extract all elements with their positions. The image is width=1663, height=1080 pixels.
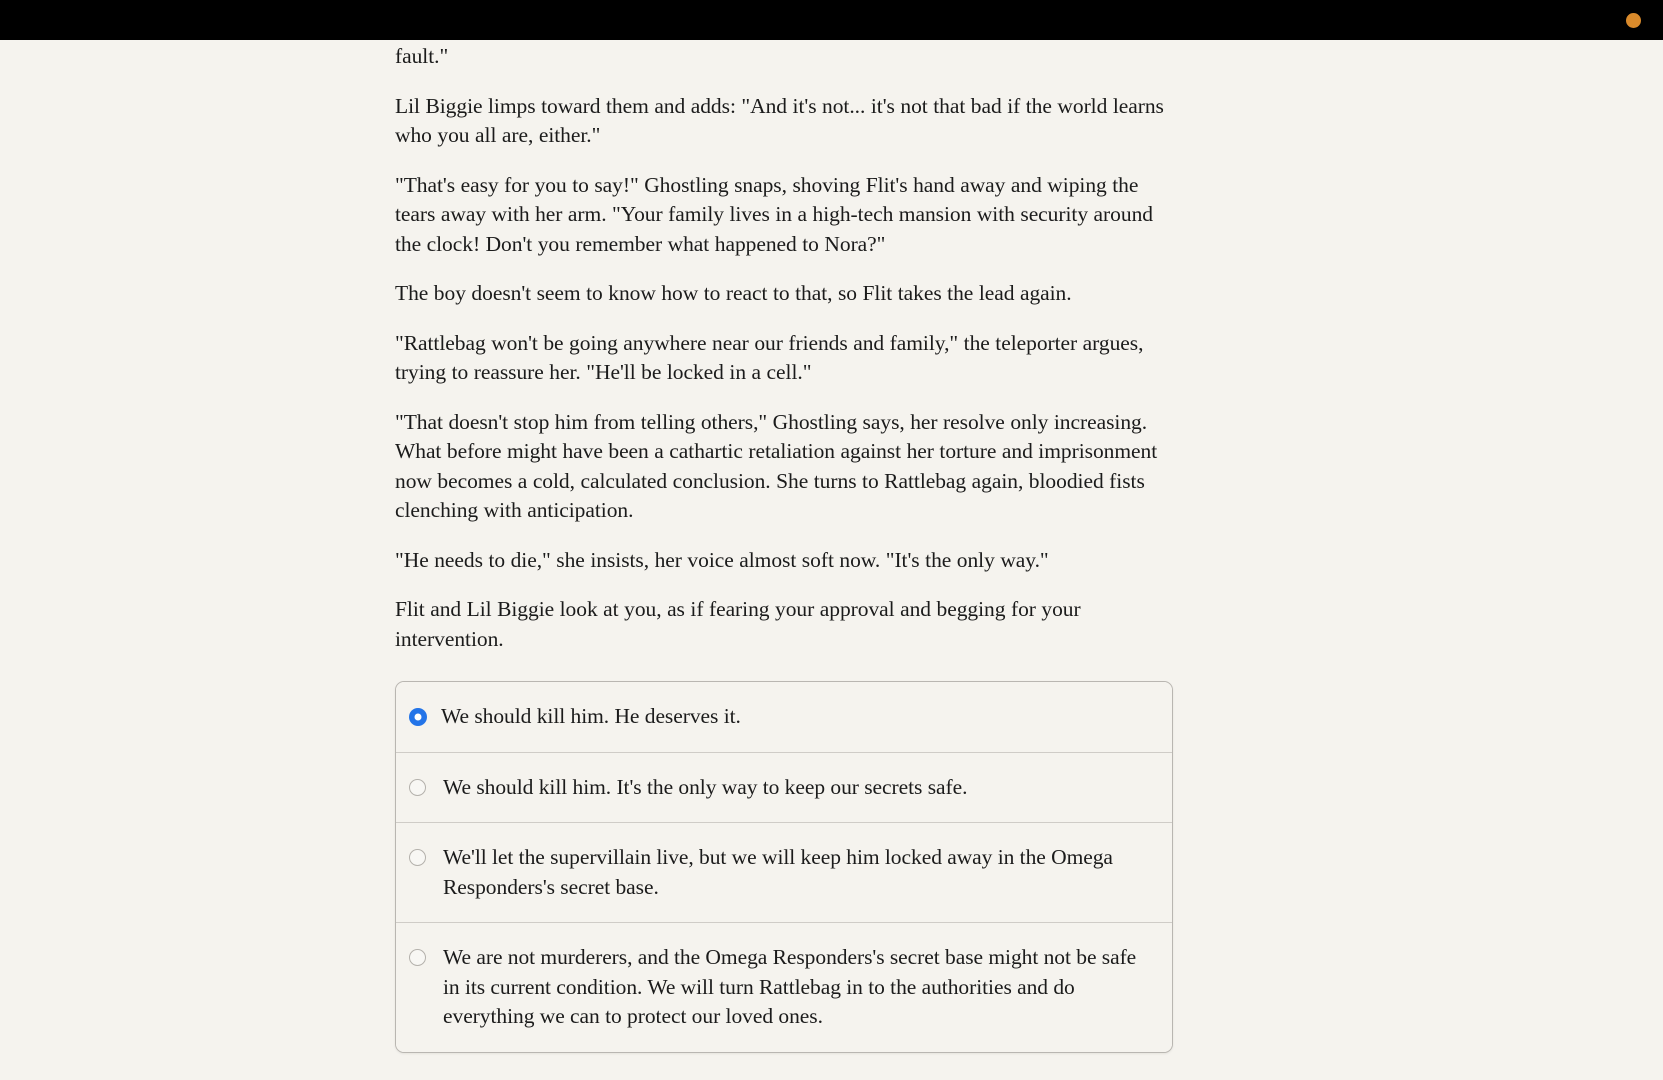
choice-list xyxy=(395,681,1173,1053)
radio-button-icon[interactable] xyxy=(409,849,426,866)
browser-top-bar xyxy=(0,0,1663,40)
story-paragraph: Lil Biggie limps toward them and adds: "And it's not... it's not that bad if the world learns who you all are, either." xyxy=(395,93,1164,147)
story-paragraph: Flit and Lil Biggie look at you, as if fearing your approval and begging for your intervention. xyxy=(395,597,1081,651)
story-page-scroll-area[interactable] xyxy=(0,40,1663,1080)
story-paragraph: "Rattlebag won't be going anywhere near our friends and family," the teleporter argues, trying to reassure her. "He'll be locked in a cell." xyxy=(395,330,1144,384)
radio-button-selected-icon[interactable] xyxy=(409,708,427,726)
choice-option-label: We should kill him. He deserves it. xyxy=(441,704,741,728)
choice-option-label: We'll let the supervillain live, but we will keep him locked away in the Omega Responders's secret base. xyxy=(443,845,1113,899)
radio-button-icon[interactable] xyxy=(409,949,426,966)
story-paragraph: "That doesn't stop him from telling others," Ghostling says, her resolve only increasing. What before might have been a cathartic retaliation against her torture and imprisonment now becomes a cold, calculated conclusion. She turns to Rattlebag again, bloodied fists clenching with anticipation. xyxy=(395,409,1158,522)
orange-status-dot[interactable] xyxy=(1626,13,1641,28)
story-paragraph: The boy doesn't seem to know how to react to that, so Flit takes the lead again. xyxy=(395,281,1072,305)
story-paragraph: fault." xyxy=(395,44,449,68)
radio-button-icon[interactable] xyxy=(409,779,426,796)
story-paragraph: "That's easy for you to say!" Ghostling snaps, shoving Flit's hand away and wiping the tears away with her arm. "Your family lives in a high-tech mansion with security around the clock! Don't you remember what happened to Nora?" xyxy=(395,172,1153,256)
choice-option-1[interactable] xyxy=(396,682,1172,753)
choice-option-label: We are not murderers, and the Omega Responders's secret base might not be safe in its current condition. We will turn Rattlebag in to the authorities and do everything we can to protect our loved ones. xyxy=(443,945,1137,1028)
choice-option-2[interactable] xyxy=(396,753,1172,824)
choice-option-label: We should kill him. It's the only way to keep our secrets safe. xyxy=(443,774,968,799)
story-paragraph: "He needs to die," she insists, her voice almost soft now. "It's the only way." xyxy=(395,547,1049,572)
choice-option-4[interactable] xyxy=(396,923,1172,1052)
choice-option-3[interactable] xyxy=(396,823,1172,923)
story-content-column xyxy=(395,40,1173,1053)
